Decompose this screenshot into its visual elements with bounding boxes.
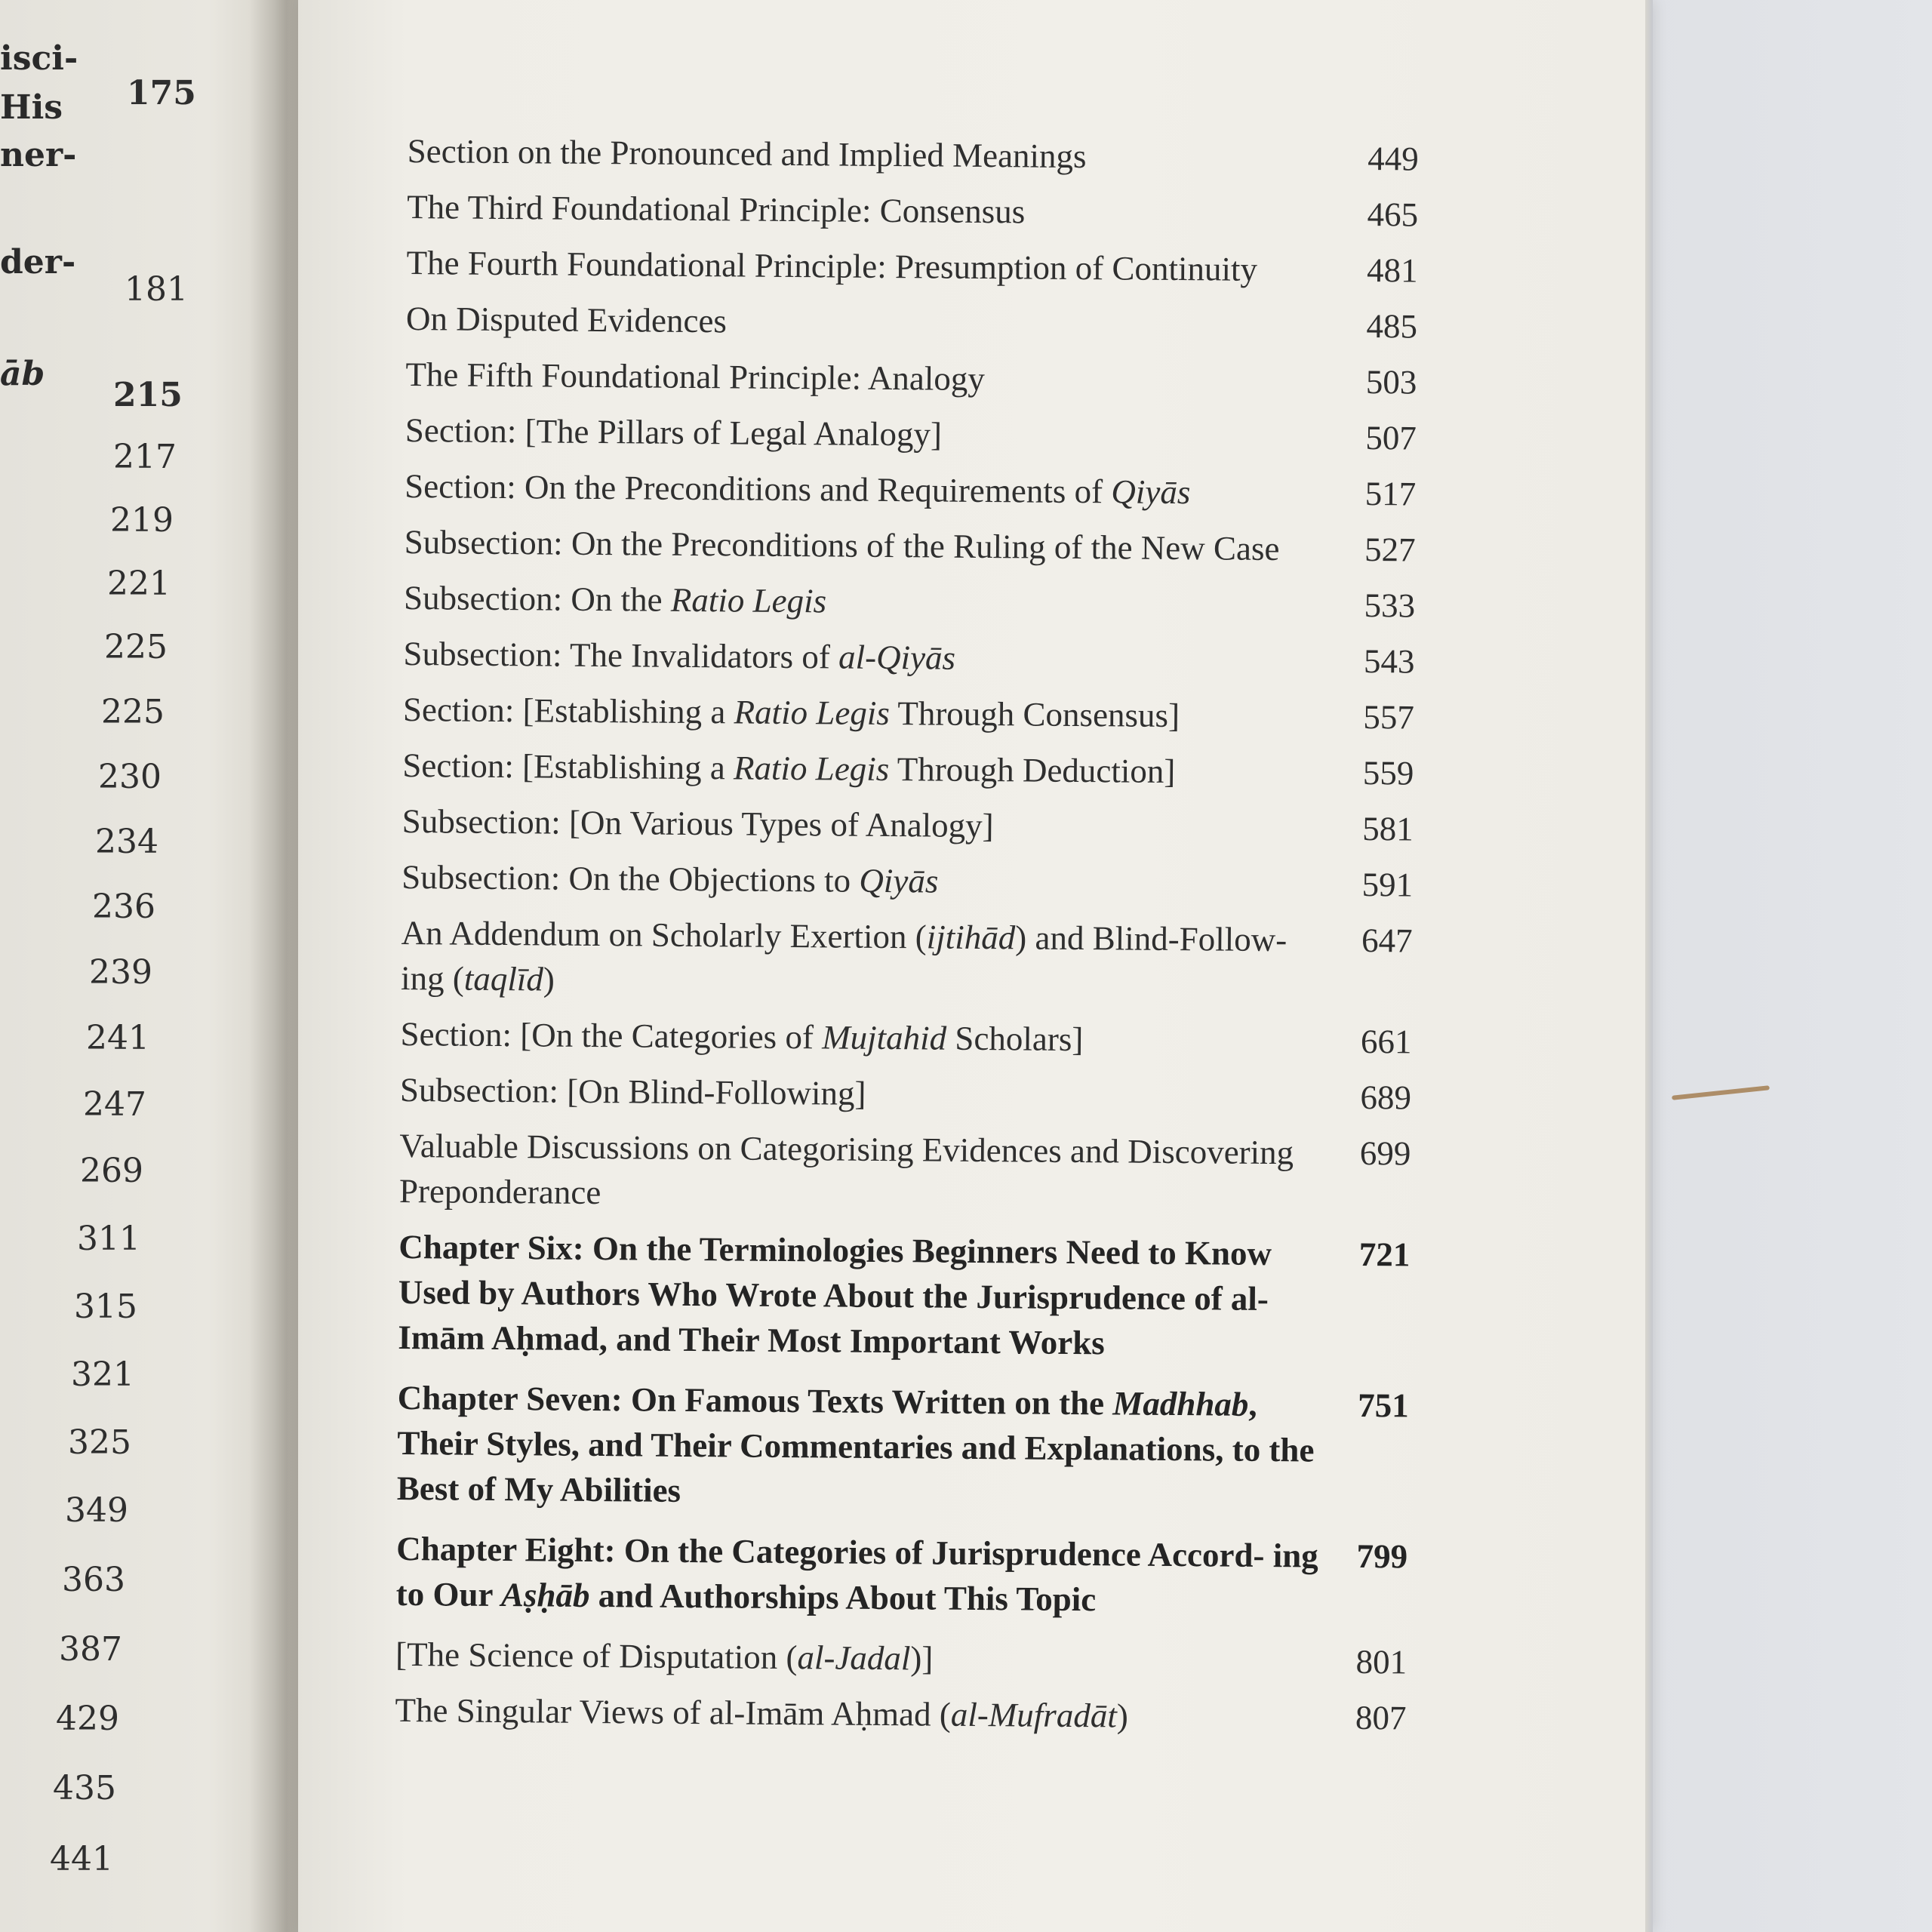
left-page-number: 315 [74,1287,137,1326]
title-text: Chapter Seven: On Famous Texts Written on the [397,1378,1113,1423]
title-italic-term: Qiyās [1111,472,1191,512]
title-text: An Addendum on Scholarly Exertion ( [401,913,927,956]
title-text: Scholars] [946,1019,1084,1059]
toc-entry-page: 751 [1358,1386,1409,1425]
toc-entry-page: 543 [1363,641,1415,681]
title-italic-term: Mujtahid [821,1018,947,1057]
toc-entry-page: 661 [1360,1022,1412,1061]
left-page-number: 217 [113,438,177,476]
toc-entry-title: The Fifth Foundational Principle: Analogy [405,355,986,398]
toc-entry-page: 799 [1356,1537,1408,1576]
toc-entry [403,687,1460,740]
title-text: and Authorships About This Topic [589,1576,1097,1619]
left-page-number: 429 [56,1700,119,1738]
title-text: , Their Styles, and Their Commentaries and Explanations, to the Best of My Abilities [396,1385,1315,1509]
left-page-number: 181 [125,270,188,309]
left-page-number: 269 [80,1152,143,1190]
toc-entry-title: Section on the Pronounced and Implied Meanings [407,131,1087,176]
title-italic-term: Ratio Legis [733,749,890,789]
toc-entry [399,1123,1457,1222]
toc-entry [395,1632,1452,1685]
left-page-number: 225 [104,628,168,666]
title-text: [The Science of Disputation ( [395,1635,798,1677]
toc-entry-page: 449 [1367,139,1419,178]
left-text-fragment: isci- [0,39,78,78]
toc-entry [401,854,1458,908]
toc-entry-title [396,1526,1325,1624]
table-of-contents [395,128,1464,1752]
toc-entry [404,519,1460,573]
left-page-number: 363 [62,1561,125,1599]
toc-entry-page: 503 [1365,362,1417,401]
title-italic-term: al-Jadal [797,1638,911,1678]
toc-chapter-entry [397,1375,1454,1519]
toc-entry-title [400,1011,1328,1064]
title-italic-term: Qiyās [859,861,939,900]
title-text: ) [543,960,555,998]
toc-entry [406,240,1463,294]
toc-entry-title [395,1632,1324,1684]
title-text: Section: [On the Categories of [400,1014,823,1057]
left-page-number: 435 [53,1769,116,1807]
toc-entry-page: 485 [1366,306,1418,346]
title-text: Through Consensus] [889,694,1180,735]
title-text: )] [910,1639,934,1678]
toc-entry [407,184,1463,238]
title-text: Chapter Eight: On the Categories of Jurisprudence Accord- ing to Our [395,1529,1318,1614]
toc-entry-page: 507 [1365,418,1417,457]
title-italic-term: al-Mufradāt [950,1695,1118,1735]
toc-entry [400,1011,1457,1065]
toc-entry-page: 465 [1367,195,1419,234]
toc-entry-page: 591 [1361,865,1414,904]
toc-entry [401,910,1458,1009]
title-italic-term: Ratio Legis [670,580,827,620]
title-text: The Singular Views of al-Imām Aḥmad ( [395,1690,952,1734]
toc-chapter-entry [398,1224,1455,1368]
toc-entry-page: 581 [1362,809,1414,848]
left-page-number: 221 [107,565,171,603]
toc-entry-title [403,631,1331,684]
toc-entry [395,1687,1451,1741]
left-text-fragment: āb [0,355,45,393]
toc-entry-title: Chapter Six: On the Terminologies Beginners Need to Know Used by Authors Who Wrote About the Jurisprudence of al-Imām Aḥmad, and Their Most Important Works [398,1227,1272,1362]
toc-entry [405,352,1462,405]
toc-entry-page: 527 [1364,530,1416,569]
toc-entry-title [405,463,1333,516]
toc-entry [405,408,1462,461]
toc-entry-title: Subsection: On the Preconditions of the Ruling of the New Case [404,522,1280,568]
left-page-number: 311 [77,1220,140,1258]
toc-entry-page: 807 [1355,1698,1407,1737]
left-page-number: 441 [50,1840,113,1878]
toc-entry-title [395,1687,1323,1740]
toc-entry-page: 801 [1355,1642,1407,1681]
toc-entry [402,798,1459,852]
toc-entry-page: 517 [1364,474,1417,513]
toc-entry-title: Subsection: [On Various Types of Analogy] [401,801,994,845]
toc-entry-page: 647 [1361,921,1413,960]
toc-entry-title [397,1375,1326,1518]
title-text: ) [1116,1697,1129,1735]
left-page-number: 241 [86,1019,149,1057]
title-text: ) and Blind-Follow- ing ( [400,918,1287,998]
toc-entry-title [401,854,1330,907]
toc-entry [403,631,1460,685]
toc-entry [406,296,1463,349]
page-edge [1645,0,1653,1932]
left-page-number: 325 [68,1423,131,1462]
title-italic-term: Madhhab [1112,1384,1249,1423]
left-page-number: 247 [83,1085,146,1124]
toc-entry-title: Section: [The Pillars of Legal Analogy] [405,411,943,454]
toc-entry-title: The Fourth Foundational Principle: Presumption of Continuity [406,243,1258,288]
title-italic-term: Ratio Legis [734,693,891,733]
title-text: Section: [Establishing a [402,746,734,787]
toc-entry [405,463,1461,517]
left-text-fragment: der- [0,243,76,281]
title-italic-term: al-Qiyās [838,638,956,677]
left-page-number: 215 [113,376,183,414]
title-text: Subsection: On the Objections to [401,857,860,900]
paper-stain [1672,1085,1770,1100]
toc-chapter-entry [396,1526,1454,1625]
left-page-number: 321 [71,1355,134,1394]
title-italic-term: Aṣḥāb [500,1576,590,1614]
toc-entry-page: 481 [1366,251,1418,290]
title-text: Subsection: On the [403,578,672,619]
toc-entry-title: Subsection: [On Blind-Following] [399,1070,866,1112]
left-page-number: 236 [92,888,155,926]
toc-entry-title: Valuable Discussions on Categorising Evidences and Discovering Preponderance [398,1126,1294,1212]
left-page-number: 349 [65,1491,128,1530]
title-text: Section: On the Preconditions and Requirements of [405,466,1112,511]
title-text: Through Deduction] [889,750,1176,791]
left-page-number: 239 [89,953,152,992]
toc-entry-title [401,910,1330,1008]
left-page-number: 175 [127,74,196,112]
toc-entry-title: On Disputed Evidences [405,299,728,340]
toc-entry [404,575,1460,629]
toc-entry-title: The Third Foundational Principle: Consensus [406,187,1026,231]
left-text-fragment: His [0,88,63,127]
left-text-fragment: ner- [0,136,77,174]
toc-entry [400,1067,1457,1121]
left-page-number: 234 [95,823,158,861]
toc-entry-title [403,687,1331,740]
left-page-number: 225 [101,693,165,731]
left-page-number: 387 [59,1630,122,1669]
toc-entry-title [402,743,1331,795]
toc-entry-page: 689 [1360,1078,1412,1117]
title-text: Section: [Establishing a [402,690,734,731]
toc-entry-page: 699 [1359,1134,1411,1173]
toc-entry-page: 559 [1362,753,1414,792]
title-italic-term: taqlīd [463,959,544,998]
toc-entry [408,128,1464,182]
toc-entry-page: 721 [1358,1235,1411,1274]
left-page-number: 219 [110,501,174,540]
title-italic-term: ijtihād [926,918,1016,957]
toc-entry [402,743,1459,796]
toc-entry-title [404,575,1332,628]
toc-entry-page: 557 [1363,697,1415,737]
title-text: Subsection: The Invalidators of [403,634,839,676]
toc-entry-page: 533 [1364,586,1416,625]
left-page-number: 230 [98,758,162,796]
